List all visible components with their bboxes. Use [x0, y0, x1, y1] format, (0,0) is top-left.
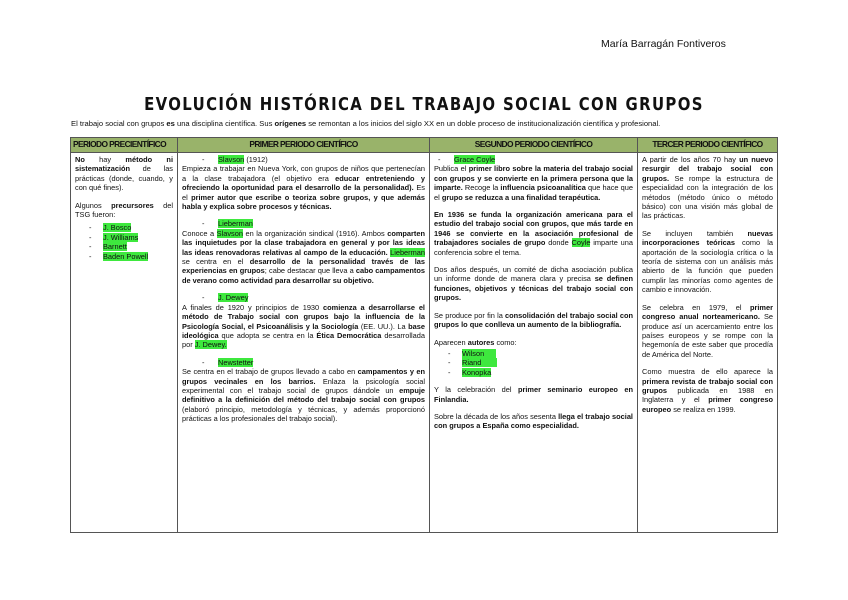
page-title: EVOLUCIÓN HISTÓRICA DEL TRABAJO SOCIAL CON GRUPOS — [144, 94, 704, 115]
column-header: SEGUNDO PERIODO CIENTÍFICO — [430, 138, 638, 153]
primer-periodo-cell: - Slavson (1912) Empieza a trabajar en Nueva York, con grupos de niños que pertenecían a la clase trabajadora (el objetivo era educar entreteniendo y ofreciendo la oportunidad para el desarrollo de la personalidad). Es el primer autor que escribe o teoriza sobre grupos, y que además habla y explica sobre procesos y técnicas. - Lieberman Conoce a Slavson en la organización sindical (1916). Ambos comparten las inquietudes por la clase trabajadora en general y por las ideas las ideas renovadoras relativas al campo de la educación. Lieberman se centra en el desarrollo de la personalidad través de las experiencias en grupos; cabe destacar que lleva a cabo campamentos de verano como actividad para desarrollar su objetivo. - J. Dewey A finales de 1920 y principios de 1930 comienza a desarrollarse el método de Trabajo social con grupos bajo la influencia de la Psicología Social, el Psicoanálisis y la Sociología (EE. UU.). La base ideológica que adopta se centra en la Ética Democrática desarrollada por J. Dewey. - Newstetter Se centra en el trabajo de grupos llevado a cabo en campamentos y en grupos vecinales en los barrios. Enlaza la psicología social experimental con el trabajo social de grupos dándole un empuje definitivo a la definición del método del trabajo social con grupos (elaboró principio, metodología y técnicas, y además proporcionó prácticas a los profesionales del trabajo social). — [178, 153, 430, 533]
author-heading: - Grace Coyle — [438, 155, 633, 164]
author-name: María Barragán Fontiveros — [601, 38, 726, 50]
author-heading: - Slavson (1912) — [202, 155, 425, 164]
column-header: PRIMER PERIODO CIENTÍFICO — [178, 138, 430, 153]
table-row — [71, 153, 778, 533]
list-item: - Baden Powell — [89, 252, 173, 261]
tercer-periodo-cell: A partir de los años 70 hay un nuevo resurgir del trabajo social con grupos. Se rompe la estructura de especialidad con la integración de los métodos (método único o método básico) con una visión más global de las prácticas. Se incluyen también nuevas incorporaciones teóricas como la aportación de la sociología crítica o la teoría de sistema con un análisis más abierto de la función que pueden cumplir las minorías como agentes de cambio e innovación. Se celebra en 1979, el primer congreso anual norteamericano. Se produce así un acercamiento entre los países europeos y se rompe con la hegemonía de este saber que procedía de América del Norte. Como muestra de ello aparece la primera revista de trabajo social con grupos publicada en 1988 en Inglaterra y el primer congreso europeo se realiza en 1999. — [638, 153, 778, 533]
precursores-list — [89, 223, 173, 261]
segundo-periodo-cell: - Grace Coyle Publica el primer libro sobre la materia del trabajo social con grupos y se convierte en la primera persona que la imparte. Recoge la influencia psicoanalítica que hace que el grupo se reduzca a una finalidad terapéutica. En 1936 se funda la organización americana para el estudio del trabajo social con grupos, que más tarde en 1946 se convierte en la asociación profesional de trabajadores sociales de grupo donde Coyle imparte una conferencia sobre el tema. Dos años después, un comité de dicha asociación publica un informe donde de manera clara y precisa se definen funciones, objetivos y técnicas del trabajo social con grupos. Se produce por fin la consolidación del trabajo social con grupos lo que conlleva un aumento de la bibliografía. Aparecen autores como: - Wilson - Riand - Konopka Y la celebración del primer seminario europeo en Finlandia. Sobre la década de los años sesenta llega el trabajo social con grupos a España como especialidad. — [430, 153, 638, 533]
autores-list — [448, 349, 633, 377]
list-item: - Wilson — [448, 349, 633, 358]
table-header-row — [71, 138, 778, 153]
list-item: - Konopka — [448, 368, 633, 377]
list-item: - Barnett — [89, 242, 173, 251]
history-table — [70, 137, 778, 533]
list-item: - J. Williams — [89, 233, 173, 242]
list-item: - Riand — [448, 358, 633, 367]
author-heading: - Newstetter — [202, 358, 425, 367]
list-item: - J. Bosco — [89, 223, 173, 232]
column-header: PERIODO PRECIENTÍFICO — [71, 138, 178, 153]
author-heading: - J. Dewey — [202, 293, 425, 302]
author-heading: - Lieberman — [202, 219, 425, 228]
precientifico-cell: No hay método ni sistematización de las prácticas (donde, cuando, y con qué fines). Algunos precursores del TSG fueron: - J. Bosco - J. Williams - Barnett - Baden Powell — [71, 153, 178, 533]
column-header: TERCER PERIODO CIENTÍFICO — [638, 138, 778, 153]
intro-text: El trabajo social con grupos es una disciplina científica. Sus orígenes se remontan a los inicios del siglo XX en un doble proceso de institucionalización científica y profesional. — [71, 119, 661, 128]
